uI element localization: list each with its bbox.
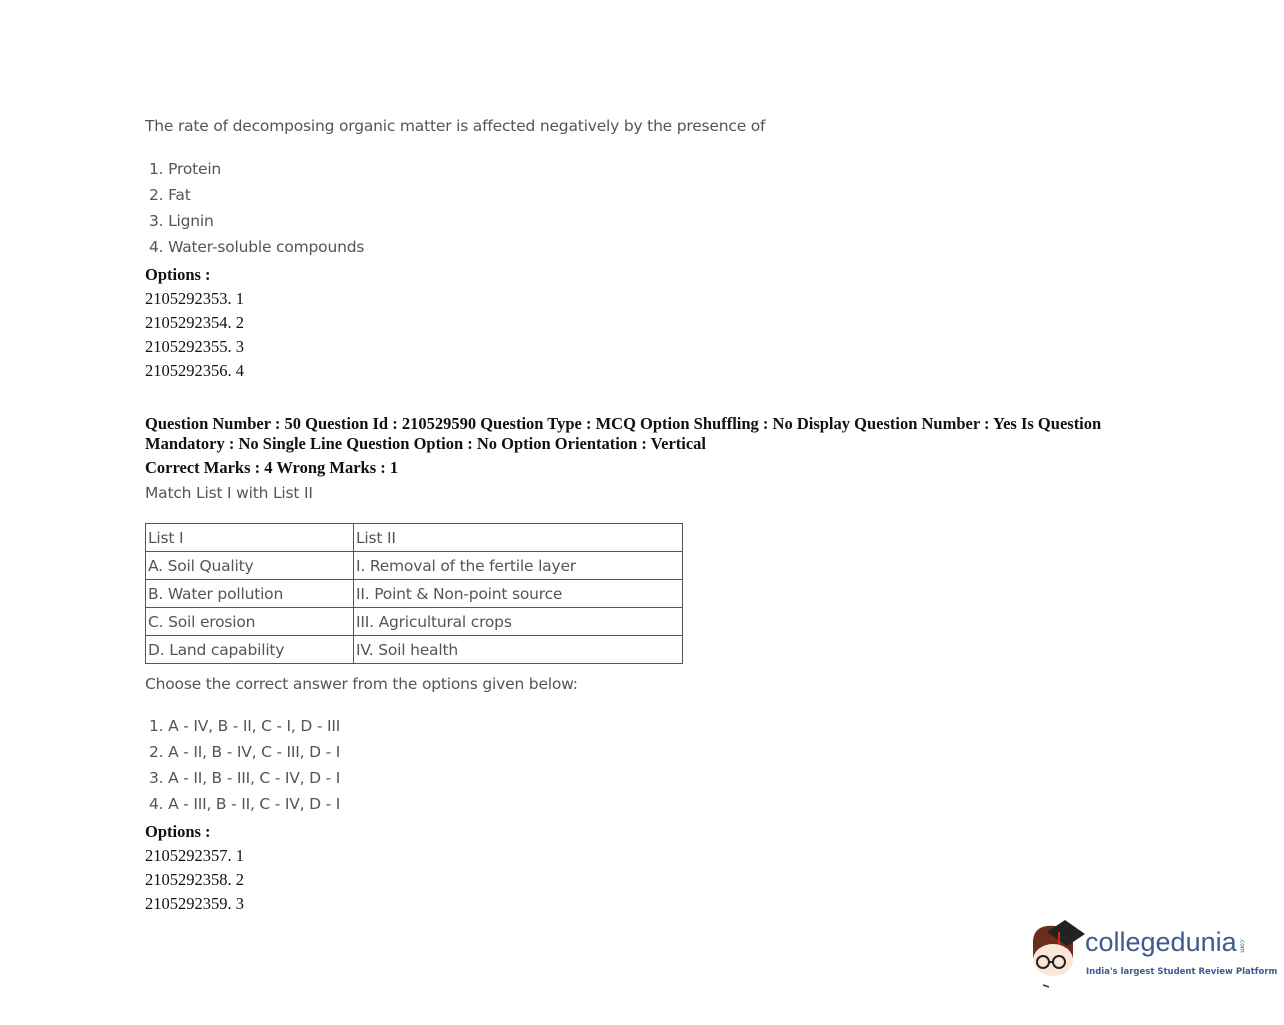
table-header: List I — [146, 524, 354, 552]
option: 2105292354. 2 — [145, 313, 244, 332]
question-stem: The rate of decomposing organic matter is affected negatively by the presence of — [145, 117, 766, 135]
instruction: Choose the correct answer from the options given below: — [145, 675, 578, 693]
table-cell: IV. Soil health — [354, 636, 683, 664]
question-meta: Question Number : 50 Question Id : 210529590 Question Type : MCQ Option Shuffling : No Display Question Number : Yes Is Question — [145, 414, 1102, 433]
table-cell: III. Agricultural crops — [354, 608, 683, 636]
table-row — [146, 580, 683, 608]
match-table — [145, 523, 683, 664]
question-stem: Match List I with List II — [145, 484, 313, 502]
table-cell: I. Removal of the fertile layer — [354, 552, 683, 580]
option: 2105292359. 3 — [145, 894, 244, 913]
list-item: 1. A - IV, B - II, C - I, D - III — [149, 717, 341, 735]
question-meta: Mandatory : No Single Line Question Option : No Option Orientation : Vertical — [145, 434, 707, 453]
option: 2105292357. 1 — [145, 846, 244, 865]
table-header-row — [146, 524, 683, 552]
logo-wordmark-row — [1085, 926, 1246, 958]
list-item: 1. Protein — [149, 160, 222, 178]
options-label: Options : — [145, 822, 211, 841]
list-item: 2. A - II, B - IV, C - III, D - I — [149, 743, 341, 761]
table-cell: D. Land capability — [146, 636, 354, 664]
list-item: 3. A - II, B - III, C - IV, D - I — [149, 769, 341, 787]
list-item: 4. A - III, B - II, C - IV, D - I — [149, 795, 341, 813]
logo-wordmark: collegedunia — [1085, 927, 1237, 957]
options-label: Options : — [145, 265, 211, 284]
list-item: 3. Lignin — [149, 212, 214, 230]
logo-suffix: .com — [1238, 938, 1246, 953]
table-row — [146, 608, 683, 636]
mascot-icon — [1025, 918, 1087, 990]
option: 2105292358. 2 — [145, 870, 244, 889]
table-cell: A. Soil Quality — [146, 552, 354, 580]
table-row — [146, 552, 683, 580]
table-cell: II. Point & Non-point source — [354, 580, 683, 608]
option: 2105292353. 1 — [145, 289, 244, 308]
list-item: 4. Water-soluble compounds — [149, 238, 365, 256]
list-item: 2. Fat — [149, 186, 191, 204]
question-marks: Correct Marks : 4 Wrong Marks : 1 — [145, 458, 399, 477]
collegedunia-logo — [1025, 918, 1278, 990]
logo-tagline: India's largest Student Review Platform — [1086, 967, 1278, 977]
table-row — [146, 636, 683, 664]
option: 2105292355. 3 — [145, 337, 244, 356]
option: 2105292356. 4 — [145, 361, 244, 380]
table-header: List II — [354, 524, 683, 552]
table-cell: B. Water pollution — [146, 580, 354, 608]
table-cell: C. Soil erosion — [146, 608, 354, 636]
